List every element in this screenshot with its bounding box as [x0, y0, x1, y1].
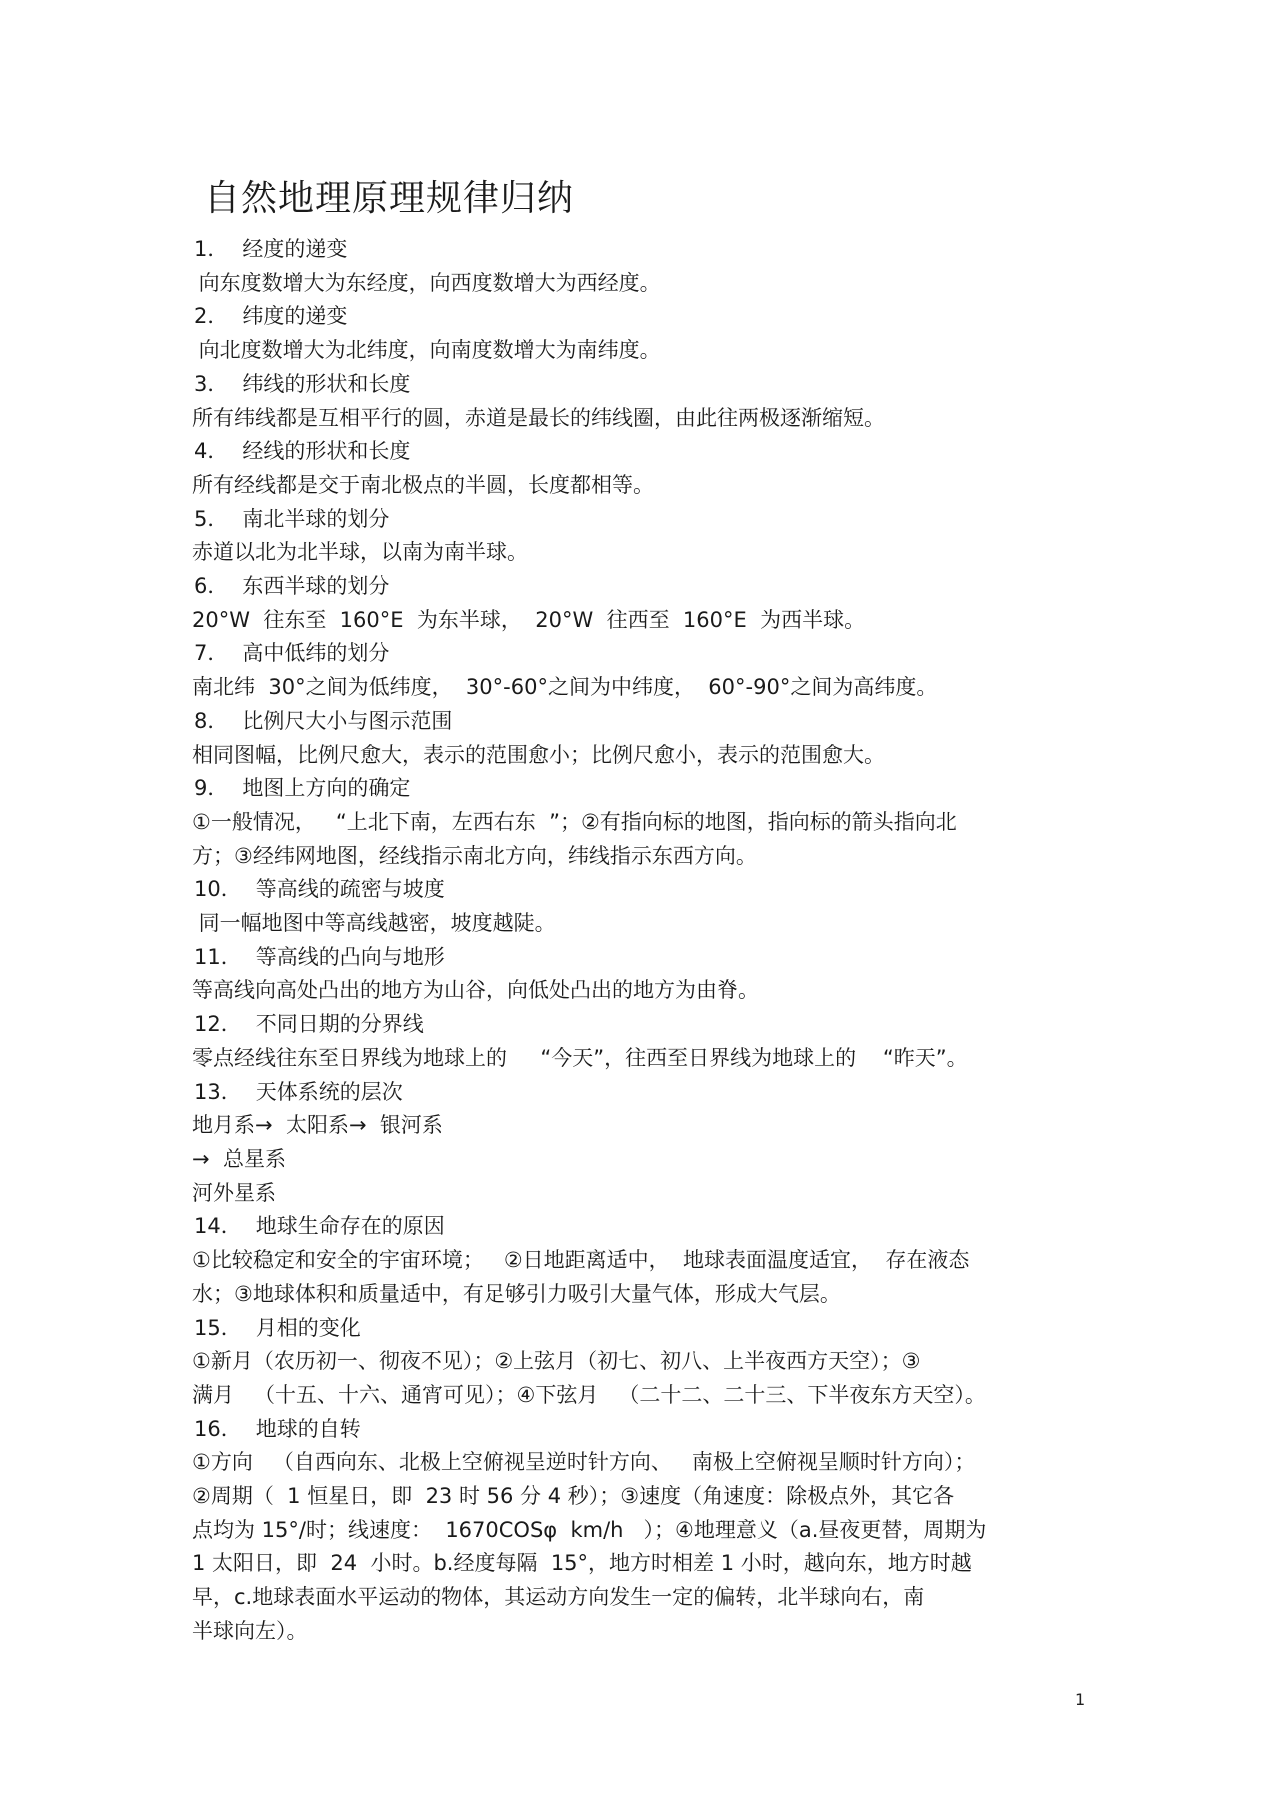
- body-text-line: 相同图幅，比例尺愈大，表示的范围愈小；比例尺愈小，表示的范围愈大。: [192, 742, 885, 767]
- body-text-line: 地月系→ 太阳系→ 银河系: [192, 1113, 443, 1138]
- section-number: 12．: [194, 1012, 242, 1037]
- section-heading-text: 东西半球的划分: [242, 574, 390, 599]
- section-number: 6．: [194, 574, 229, 599]
- section-number: 15．: [194, 1315, 242, 1340]
- section-number: 2．: [194, 304, 229, 329]
- section-heading-text: 纬线的形状和长度: [242, 371, 411, 396]
- body-text-line: 早，c.地球表面水平运动的物体，其运动方向发生一定的偏转，北半球向右，南: [192, 1585, 925, 1610]
- section-number: 4．: [194, 439, 229, 464]
- section-heading: [192, 772, 1092, 806]
- section-heading-text: 月相的变化: [255, 1315, 361, 1340]
- body-text-line: 南北纬 30°之间为低纬度， 30°-60°之间为中纬度， 60°-90°之间为高纬度。: [192, 675, 938, 700]
- section-number: 9．: [194, 776, 229, 801]
- section-heading-text: 高中低纬的划分: [242, 641, 390, 666]
- section-heading: [192, 941, 1092, 975]
- section-number: 13．: [194, 1079, 242, 1104]
- body-text-line: 向北度数增大为北纬度，向南度数增大为南纬度。: [192, 338, 661, 363]
- section-heading-text: 经线的形状和长度: [242, 439, 411, 464]
- body-text-line: 河外星系: [192, 1180, 276, 1205]
- section-heading-text: 纬度的递变: [242, 304, 348, 329]
- section-heading-text: 南北半球的划分: [242, 506, 390, 531]
- section-heading-text: 天体系统的层次: [255, 1079, 403, 1104]
- section-heading-text: 地图上方向的确定: [242, 776, 411, 801]
- section-heading: [192, 233, 1092, 267]
- section-heading-text: 地球生命存在的原因: [255, 1214, 445, 1239]
- section-heading-text: 经度的递变: [242, 237, 348, 261]
- body-text-line: 所有经线都是交于南北极点的半圆，长度都相等。: [192, 472, 654, 497]
- section-number: 1．: [194, 237, 229, 261]
- section-heading: [192, 1312, 1092, 1346]
- body-text-line: 同一幅地图中等高线越密，坡度越陡。: [192, 911, 556, 936]
- body-text-line: 水；③地球体积和质量适中，有足够引力吸引大量气体，形成大气层。: [192, 1281, 841, 1306]
- page-title: 自然地理原理规律归纳: [204, 178, 575, 219]
- body-text-line: 20°W 往东至 160°E 为东半球， 20°W 往西至 160°E 为西半球。: [192, 607, 866, 632]
- body-text-line: 方；③经纬网地图，经线指示南北方向，纬线指示东西方向。: [192, 843, 757, 868]
- section-heading: [192, 570, 1092, 604]
- section-number: 16．: [194, 1416, 242, 1441]
- section-heading-text: 等高线的凸向与地形: [255, 944, 445, 969]
- section-heading: [192, 503, 1092, 537]
- body-text-line: 赤道以北为北半球，以南为南半球。: [192, 540, 528, 565]
- section-heading: [192, 300, 1092, 334]
- body-text-line: 点均为 15°/时；线速度： 1670COSφ km/h ）；④地理意义（a.昼夜更替，周期为: [192, 1517, 987, 1542]
- section-number: 8．: [194, 708, 229, 733]
- body-text-line: → 总星系: [192, 1146, 286, 1171]
- section-heading: [192, 1076, 1092, 1110]
- document-body: [192, 233, 1092, 1649]
- section-number: 3．: [194, 371, 229, 396]
- section-number: 11．: [194, 944, 242, 969]
- section-heading-text: 比例尺大小与图示范围: [242, 708, 453, 733]
- body-text-line: 半球向左）。: [192, 1618, 308, 1643]
- body-text-line: 满月 （十五、十六、通宵可见）；④下弦月 （二十二、二十三、下半夜东方天空）。: [192, 1382, 986, 1407]
- body-text-line: 向东度数增大为东经度，向西度数增大为西经度。: [192, 270, 661, 295]
- page-number: 1: [1075, 1690, 1086, 1709]
- body-text-line: ①新月（农历初一、彻夜不见）；②上弦月（初七、初八、上半夜西方天空）；③: [192, 1349, 921, 1374]
- section-number: 5．: [194, 506, 229, 531]
- body-text-line: ①一般情况， “上北下南，左西右东 ”；②有指向标的地图，指向标的箭头指向北: [192, 809, 957, 834]
- section-heading: [192, 1210, 1092, 1244]
- section-heading: [192, 873, 1092, 907]
- section-number: 7．: [194, 641, 229, 666]
- section-heading-text: 地球的自转: [255, 1416, 361, 1441]
- section-heading-text: 不同日期的分界线: [255, 1012, 424, 1037]
- body-text-line: ②周期（ 1 恒星日，即 23 时 56 分 4 秒）；③速度（角速度：除极点外，其它各: [192, 1484, 955, 1509]
- section-heading: [192, 435, 1092, 469]
- body-text-line: 所有纬线都是互相平行的圆，赤道是最长的纬线圈，由此往两极逐渐缩短。: [192, 405, 885, 430]
- body-text-line: 1 太阳日，即 24 小时。b.经度每隔 15°，地方时相差 1 小时，越向东，地方时越: [192, 1551, 972, 1576]
- document-page: [192, 175, 1092, 1649]
- body-text-line: ①方向 （自西向东、北极上空俯视呈逆时针方向、 南极上空俯视呈顺时针方向）；: [192, 1450, 976, 1475]
- body-text-line: ①比较稳定和安全的宇宙环境； ②日地距离适中， 地球表面温度适宜， 存在液态: [192, 1248, 970, 1273]
- section-number: 14．: [194, 1214, 242, 1239]
- section-heading: [192, 1413, 1092, 1447]
- section-heading: [192, 368, 1092, 402]
- section-heading-text: 等高线的疏密与坡度: [255, 877, 445, 902]
- section-heading: [192, 637, 1092, 671]
- section-heading: [192, 705, 1092, 739]
- body-text-line: 零点经线往东至日界线为地球上的 “今天”，往西至日界线为地球上的 “昨天”。: [192, 1045, 968, 1070]
- section-heading: [192, 1008, 1092, 1042]
- section-number: 10．: [194, 877, 242, 902]
- body-text-line: 等高线向高处凸出的地方为山谷，向低处凸出的地方为由脊。: [192, 978, 759, 1003]
